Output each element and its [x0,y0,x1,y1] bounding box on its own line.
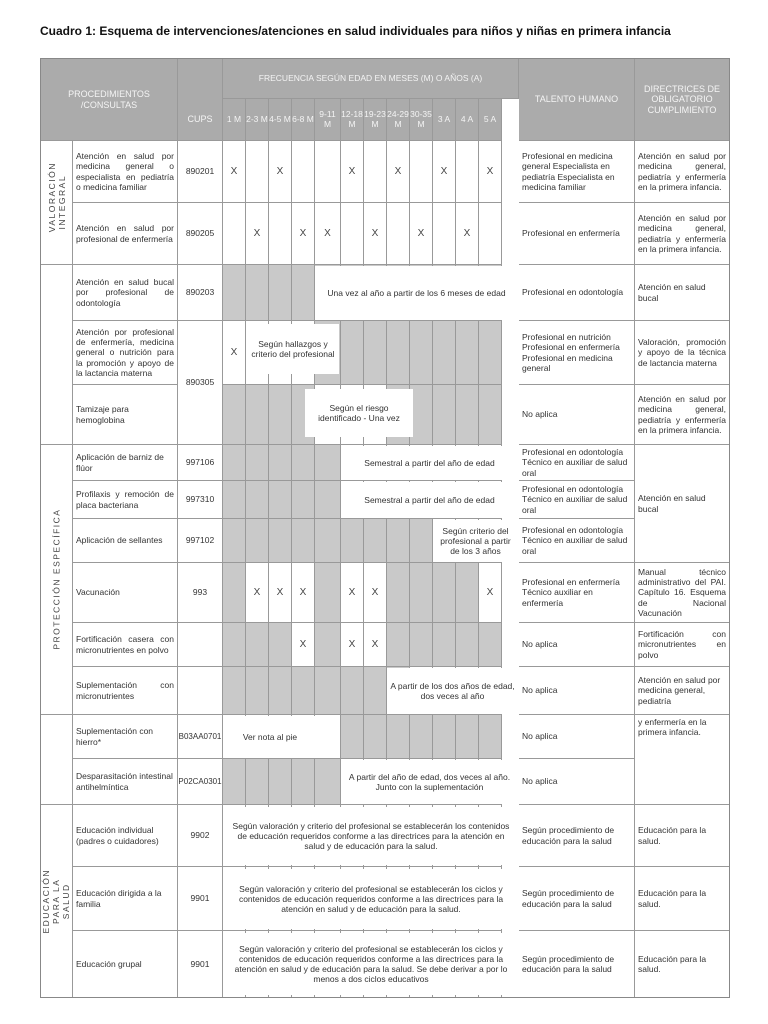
freq-label: Semestral a partir del año de edad [341,482,518,518]
age-header: 3 A [433,99,456,141]
proc-cell: Desparasitación intestinal antihelmíntica [73,759,178,805]
talento-cell: Profesional en enfermería [519,203,635,265]
freq-cell [433,563,456,623]
freq-cell [456,385,479,445]
freq-cell [223,519,246,563]
freq-cell [223,265,246,321]
freq-cell [410,563,433,623]
freq-cell [223,203,246,265]
section-proteccion-especifica: PROTECCIÓN ESPECÍFICA [41,445,73,715]
freq-cell [456,321,479,385]
freq-label: Según valoración y criterio del profesional se establecerán los ciclos y contenidos de educación requeridos conforme a las directrices para la atención en salud y de educación para la salud. [224,869,518,929]
talento-cell: No aplica [519,667,635,715]
freq-cell [410,141,433,203]
freq-cell [315,481,341,519]
freq-cell [456,563,479,623]
proc-cell: Educación individual (padres o cuidadores) [73,805,178,867]
directriz-cell: Fortificación con micronutrientes en polvo [635,623,729,667]
freq-cell [223,623,246,667]
talento-cell: Según procedimiento de educación para la salud [519,931,635,997]
age-header: 4 A [456,99,479,141]
freq-cell: X [410,203,433,265]
directriz-cell: Atención en salud por medicina general, pediatría y enfermería en la primera infancia. [635,385,729,445]
freq-cell [246,445,269,481]
directriz-cell: Atención en salud bucal [635,265,729,321]
proc-cell: Atención en salud por profesional de enfermería [73,203,178,265]
talento-cell: No aplica [519,623,635,667]
talento-cell: Profesional en nutrición Profesional en enfermería Profesional en medicina general [519,321,635,385]
freq-cell [246,519,269,563]
freq-cell: X [292,203,315,265]
freq-cell [246,385,269,445]
freq-cell [269,203,292,265]
freq-cell [292,445,315,481]
freq-cell: X [479,141,502,203]
proc-cell: Profilaxis y remoción de placa bacteriana [73,481,178,519]
freq-cell [246,667,269,715]
freq-label: Según valoración y criterio del profesional se establecerán los contenidos de educación requeridos conforme a las directrices para la atención en salud y de educación para la salud. [224,807,518,865]
freq-label: Según hallazgos y criterio del profesional [247,324,339,374]
freq-cell: X [479,563,502,623]
directriz-cell: Educación para la salud. [635,867,729,931]
freq-cell [387,623,410,667]
freq-cell [315,667,341,715]
freq-label: Según el riesgo identificado - Una vez [305,389,413,437]
freq-cell [315,563,341,623]
freq-cell [433,203,456,265]
cups-cell [178,623,223,667]
cups-cell: 890203 [178,265,223,321]
talento-cell: Profesional en enfermería Técnico auxiliar en enfermería [519,563,635,623]
freq-cell [292,759,315,805]
freq-label: Según criterio del profesional a partir de los 3 años [433,520,518,562]
directriz-cell: y enfermería en la primera infancia. [635,715,729,805]
freq-cell [456,141,479,203]
freq-cell [292,141,315,203]
talento-cell: Profesional en medicina general Especialista en pediatría Especialista en medicina familiar [519,141,635,203]
freq-cell [341,715,364,759]
freq-cell [341,203,364,265]
freq-cell [433,321,456,385]
freq-cell [246,265,269,321]
directriz-cell: Atención en salud bucal [635,445,729,563]
freq-cell [269,265,292,321]
freq-cell: X [315,203,341,265]
talento-cell: Según procedimiento de educación para la salud [519,805,635,867]
freq-cell [456,623,479,667]
directriz-cell: Manual técnico administrativo del PAI. Capítulo 16. Esquema de Nacional Vacunación [635,563,729,623]
freq-cell: X [246,563,269,623]
table-title: Cuadro 1: Esquema de intervenciones/atenciones en salud individuales para niños y niñas en primera infancia [40,24,671,38]
freq-cell: X [387,141,410,203]
freq-cell [433,715,456,759]
cups-cell: 9902 [178,805,223,867]
freq-cell [364,519,387,563]
header-frecuencia: FRECUENCIA SEGÚN EDAD EN MESES (M) O AÑOS (A) [223,59,519,99]
proc-cell: Tamizaje para hemoglobina [73,385,178,445]
freq-cell [223,759,246,805]
freq-cell [433,623,456,667]
section-valoracion-integral: VALORACIÓN INTEGRAL [41,141,73,265]
cups-cell: 890205 [178,203,223,265]
freq-cell: X [246,203,269,265]
cups-cell: 890305 [178,321,223,445]
intervention-table [40,58,730,998]
cups-cell [178,667,223,715]
freq-cell [246,759,269,805]
proc-cell: Aplicación de barniz de flúor [73,445,178,481]
directriz-cell: Valoración, promoción y apoyo de la técnica de lactancia materna [635,321,729,385]
age-header: 6-8 M [292,99,315,141]
freq-cell [269,445,292,481]
freq-cell [479,715,502,759]
proc-cell: Atención en salud por medicina general o especialista en pediatría o medicina familiar [73,141,178,203]
talento-cell: No aplica [519,759,635,805]
section-blank [41,265,73,445]
proc-cell: Suplementación con hierro* [73,715,178,759]
freq-cell [292,481,315,519]
freq-cell [410,385,433,445]
directriz-cell: Atención en salud por medicina general, pediatría y enfermería en la primera infancia. [635,203,729,265]
age-header: 2-3 M [246,99,269,141]
freq-cell [315,715,341,759]
freq-label: A partir de los dos años de edad, dos veces al año [387,668,518,714]
freq-cell [364,715,387,759]
proc-cell: Suplementación con micronutrientes [73,667,178,715]
freq-cell: X [269,563,292,623]
freq-label: A partir del año de edad, dos veces al año. Junto con la suplementación [341,760,518,804]
freq-cell [223,481,246,519]
freq-cell [341,667,364,715]
freq-cell [223,445,246,481]
freq-cell: X [364,563,387,623]
cups-cell: 993 [178,563,223,623]
age-header: 5 A [479,99,502,141]
age-header: 24-29 M [387,99,410,141]
freq-cell: X [223,321,246,385]
freq-cell: X [223,141,246,203]
freq-cell [315,759,341,805]
section-blank-2 [41,715,73,805]
talento-cell: Según procedimiento de educación para la salud [519,867,635,931]
freq-cell [269,759,292,805]
freq-cell [387,321,410,385]
freq-cell [315,445,341,481]
proc-cell: Atención por profesional de enfermería, medicina general o nutrición para la promoción y apoyo de la lactancia materna [73,321,178,385]
cups-cell: B03AA0701 [178,715,223,759]
freq-cell [292,667,315,715]
age-header: 1 M [223,99,246,141]
talento-cell: No aplica [519,715,635,759]
proc-cell: Educación grupal [73,931,178,997]
freq-cell: X [292,563,315,623]
age-header: 12-18 M [341,99,364,141]
freq-label: Una vez al año a partir de los 6 meses de edad [315,266,518,320]
directriz-cell: Educación para la salud. [635,805,729,867]
freq-cell [410,321,433,385]
cups-cell: 997102 [178,519,223,563]
age-header: 30-35 M [410,99,433,141]
header-talento-humano: TALENTO HUMANO [519,59,635,141]
freq-cell [269,385,292,445]
freq-cell [292,265,315,321]
freq-label: Según valoración y criterio del profesional se establecerán los ciclos y contenidos de educación requeridos conforme a las directrices para la atención en salud y de educación para la salud. Se debe derivar a por lo menos a dos ciclos educativos [224,933,518,995]
header-cups: CUPS [178,59,223,141]
cups-cell: 9901 [178,867,223,931]
freq-cell [479,203,502,265]
freq-label: Semestral a partir del año de edad [341,446,518,480]
cups-cell: 997106 [178,445,223,481]
freq-cell [223,385,246,445]
freq-cell [364,321,387,385]
freq-cell [387,203,410,265]
talento-cell: Profesional en odontología Técnico en auxiliar de salud oral [519,445,635,481]
freq-cell: X [341,623,364,667]
proc-cell: Educación dirigida a la familia [73,867,178,931]
freq-cell [364,141,387,203]
freq-cell [269,623,292,667]
freq-cell [269,481,292,519]
freq-cell [410,519,433,563]
cups-cell: 890201 [178,141,223,203]
freq-cell: X [269,141,292,203]
freq-label: Ver nota al pie [224,716,316,758]
talento-cell: Profesional en odontología Técnico en auxiliar de salud oral [519,481,635,519]
cups-cell: 997310 [178,481,223,519]
proc-cell: Aplicación de sellantes [73,519,178,563]
age-header: 4-5 M [269,99,292,141]
directriz-cell: Educación para la salud. [638,953,707,974]
freq-cell [364,667,387,715]
freq-cell: X [456,203,479,265]
freq-cell [410,623,433,667]
talento-cell: Profesional en odontología Técnico en auxiliar de salud oral [519,519,635,563]
freq-cell [387,563,410,623]
freq-cell [223,667,246,715]
freq-cell [315,519,341,563]
cups-cell: P02CA0301 [178,759,223,805]
proc-cell: Atención en salud bucal por profesional de odontología [73,265,178,321]
freq-cell [433,385,456,445]
freq-cell [479,623,502,667]
freq-cell [341,519,364,563]
freq-cell: X [341,563,364,623]
header-directrices: DIRECTRICES DE OBLIGATORIO CUMPLIMIENTO [635,59,729,141]
freq-cell [246,481,269,519]
freq-cell: X [341,141,364,203]
section-educacion-para-la-salud: EDUCACIÓN PARA LA SALUD [41,805,73,997]
talento-cell: Profesional en odontología [519,265,635,321]
directriz-cell: Atención en salud por medicina general, pediatría [635,667,729,715]
freq-cell [479,385,502,445]
freq-cell [246,141,269,203]
freq-cell [292,519,315,563]
freq-cell [269,667,292,715]
proc-cell: Vacunación [73,563,178,623]
header-procedimientos: PROCEDIMIENTOS /CONSULTAS [41,59,178,141]
proc-cell: Fortificación casera con micronutrientes en polvo [73,623,178,667]
freq-cell: X [364,623,387,667]
directriz-cell: Atención en salud por medicina general, pediatría y enfermería en la primera infancia. [635,141,729,203]
freq-cell [410,715,433,759]
freq-cell [315,623,341,667]
freq-cell [269,519,292,563]
freq-cell [341,321,364,385]
freq-cell [387,519,410,563]
freq-cell: X [433,141,456,203]
freq-cell [223,563,246,623]
cups-cell: 9901 [178,931,223,997]
freq-cell: X [292,623,315,667]
freq-cell [456,715,479,759]
age-header: 19-23 M [364,99,387,141]
talento-cell: No aplica [519,385,635,445]
freq-cell [387,715,410,759]
age-header: 9-11 M [315,99,341,141]
freq-cell [315,141,341,203]
freq-cell [246,623,269,667]
freq-cell [479,321,502,385]
freq-cell: X [364,203,387,265]
